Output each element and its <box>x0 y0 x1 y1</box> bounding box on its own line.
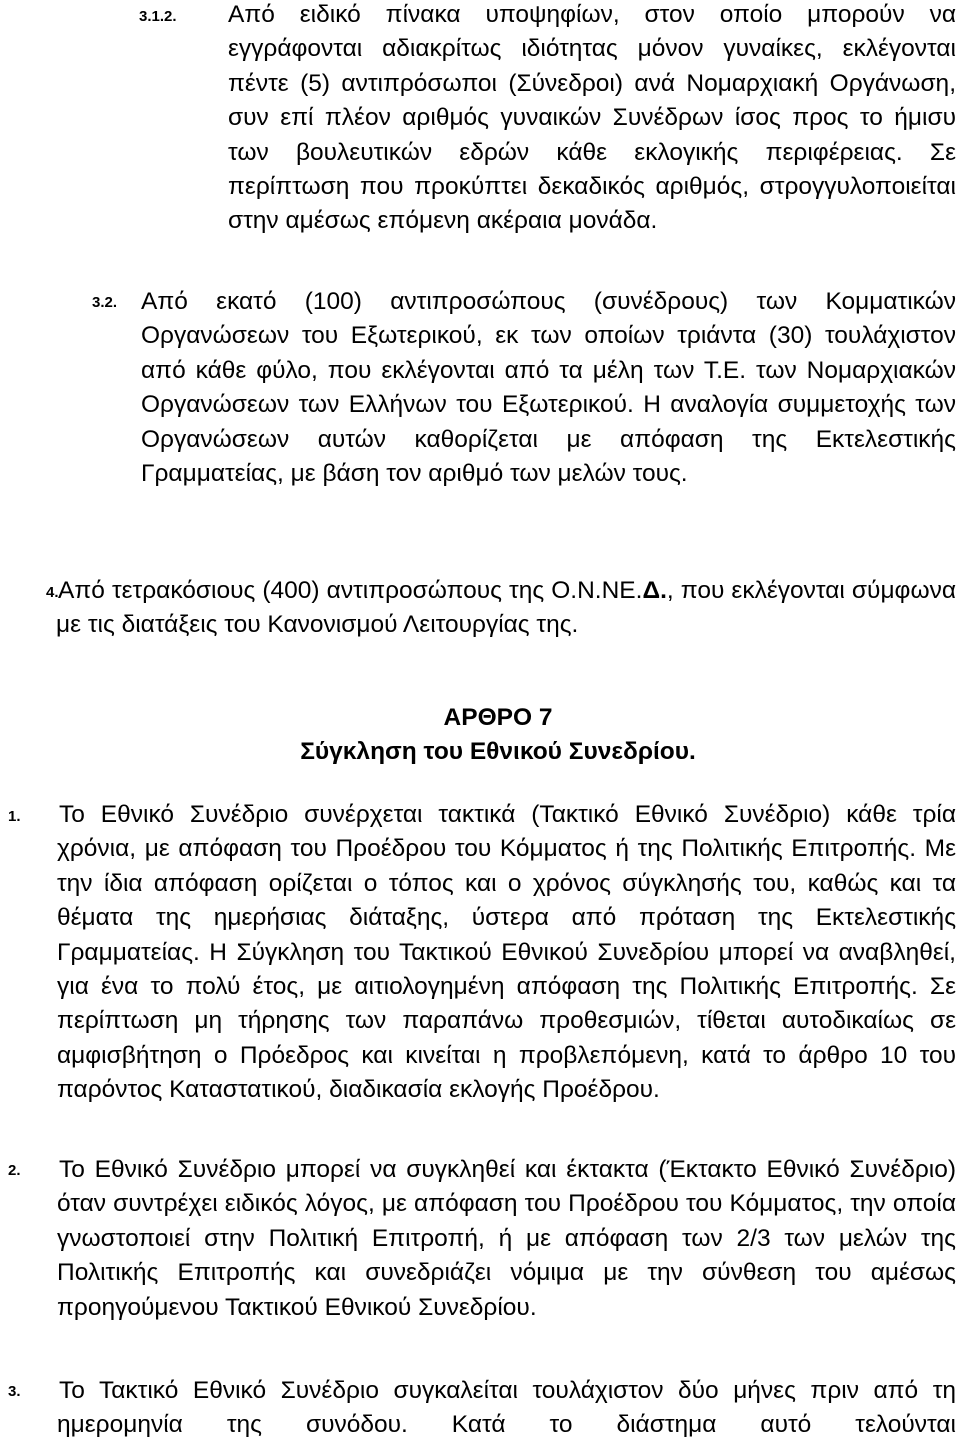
article-subtitle: Σύγκληση του Εθνικού Συνεδρίου. <box>300 738 696 765</box>
section-4-text-part: Από τετρακόσιους (400) αντιπροσώπους της Ο.Ν.ΝΕ. <box>58 577 643 604</box>
section-number: 4. <box>46 584 59 601</box>
section-4-text-part: , που εκλέγονται σύμφωνα με τις διατάξεις του Κανονισμού Λειτουργίας της. <box>56 577 956 639</box>
paragraph-number: 2. <box>8 1162 21 1179</box>
paragraph-1-text: Το Εθνικό Συνέδριο συνέρχεται τακτικά (Τακτικό Εθνικό Συνέδριο) κάθε τρία χρόνια, με απόφαση του Προέδρου του Κόμματος ή της Πολιτικής Επιτροπής. Με την ίδια απόφαση ορίζεται ο τόπος και ο χρόνος σύγκλησής του, καθώς και τα θέματα της ημερήσιας διάταξης, ύστερα από πρόταση της Εκτελεστικής Γραμματείας. Η Σύγκληση του Τακτικού Εθνικού Συνεδρίου μπορεί να αναβληθεί, για ένα το πολύ έτος, με αιτιολογημένη απόφαση της Πολιτικής Επιτροπής. Σε περίπτωση μη τήρησης των παραπάνω προθεσμιών, τίθεται αυτοδικαίως σε αμφισβήτηση ο Πρόεδρος και κινείται η προβλεπόμενη, κατά το άρθρο 10 του παρόντος Καταστατικού, διαδικασία εκλογής Προέδρου. <box>57 801 956 1104</box>
paragraph-number: 1. <box>8 808 21 825</box>
paragraph-3-text: Το Τακτικό Εθνικό Συνέδριο συγκαλείται τουλάχιστον δύο μήνες πριν από τη ημερομηνία της συνόδου. Κατά το διάστημα αυτό τελούνται <box>57 1377 956 1439</box>
section-4-text <box>56 574 956 643</box>
paragraph-2-text: Το Εθνικό Συνέδριο μπορεί να συγκληθεί και έκτακτα (Έκτακτο Εθνικό Συνέδριο) όταν συντρέχει ειδικός λόγος, με απόφαση του Προέδρου του Κόμματος, την οποία γνωστοποιεί στην Πολιτική Επιτροπή, ή με απόφαση των 2/3 των μελών της Πολιτικής Επιτροπής και συνεδριάζει νόμιμα με την σύνθεση του αμέσως προηγούμενου Τακτικού Εθνικού Συνεδρίου. <box>57 1156 956 1321</box>
section-number: 3.1.2. <box>139 8 177 25</box>
paragraph-number: 3. <box>8 1383 21 1400</box>
section-3-2-text: Από εκατό (100) αντιπροσώπους (συνέδρους) των Κομματικών Οργανώσεων του Εξωτερικού, εκ των οποίων τριάντα (30) τουλάχιστον από κάθε φύλο, που εκλέγονται από τα μέλη των Τ.Ε. των Νομαρχιακών Οργανώσεων των Ελλήνων του Εξωτερικού. Η αναλογία συμμετοχής των Οργανώσεων αυτών καθορίζεται με απόφαση της Εκτελεστικής Γραμματείας, με βάση τον αριθμό των μελών τους. <box>141 288 956 488</box>
article-title: ΑΡΘΡΟ 7 <box>443 704 553 731</box>
section-3-1-2-text: Από ειδικό πίνακα υποψηφίων, στον οποίο μπορούν να εγγράφονται αδιακρίτως ιδιότητας μόνον γυναίκες, εκλέγονται πέντε (5) αντιπρόσωποι (Σύνεδροι) ανά Νομαρχιακή Οργάνωση, συν επί πλέον αριθμός γυναικών Συνέδρων ίσος προς το ήμισυ των βουλευτικών εδρών κάθε εκλογικής περιφέρειας. Σε περίπτωση που προκύπτει δεκαδικός αριθμός, στρογγυλοποιείται στην αμέσως επόμενη ακέραια μονάδα. <box>228 1 956 235</box>
section-number: 3.2. <box>92 294 118 311</box>
section-4-text-bold: Δ. <box>642 577 667 604</box>
